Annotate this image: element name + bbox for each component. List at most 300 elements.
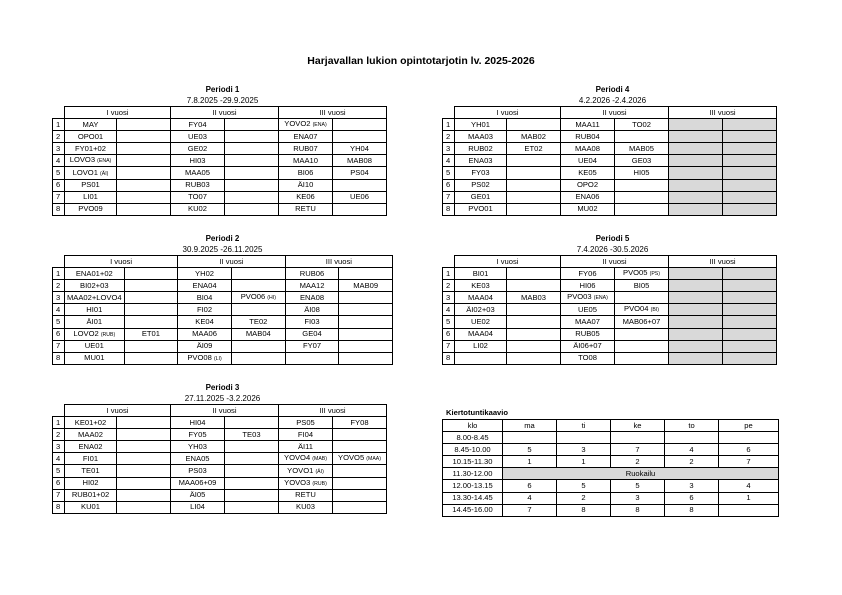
- course-cell: [507, 119, 561, 131]
- period-3-block: [52, 382, 393, 514]
- table-row: [53, 203, 387, 215]
- course-cell: [124, 340, 178, 352]
- course-cell: [117, 489, 171, 501]
- table-row: [53, 453, 387, 465]
- course-cell: PS05: [279, 417, 333, 429]
- course-cell: ENA04: [178, 280, 232, 292]
- rotation-title: Kiertotuntikaavio: [446, 408, 509, 417]
- course-cell: [124, 280, 178, 292]
- period-4-block: [442, 84, 783, 216]
- course-cell: [615, 203, 669, 215]
- course-cell: PVO04 (BI): [615, 304, 669, 316]
- course-cell: [333, 477, 387, 489]
- year-header: III vuosi: [669, 256, 777, 268]
- course-cell: [723, 131, 777, 143]
- course-cell: MAA11: [561, 119, 615, 131]
- course-cell: BI02+03: [64, 280, 124, 292]
- course-cell: [723, 179, 777, 191]
- course-cell: FY03: [455, 167, 507, 179]
- row-number: 1: [53, 268, 65, 280]
- table-row: [53, 179, 387, 191]
- period-number: 1: [557, 456, 611, 468]
- row-number: 1: [443, 119, 455, 131]
- course-cell: [669, 280, 723, 292]
- course-cell: [225, 417, 279, 429]
- course-cell: YH03: [171, 441, 225, 453]
- rotation-row: [443, 480, 779, 492]
- course-cell: MAA07: [561, 316, 615, 328]
- table-row: [443, 203, 777, 215]
- course-cell: [124, 304, 178, 316]
- course-cell: MAB09: [339, 280, 393, 292]
- course-cell: [507, 203, 561, 215]
- row-number: 3: [53, 441, 65, 453]
- course-cell: UE03: [171, 131, 225, 143]
- course-cell: [117, 429, 171, 441]
- year-header: I vuosi: [65, 107, 171, 119]
- row-number: 2: [53, 429, 65, 441]
- table-row: [53, 429, 387, 441]
- row-number: 4: [53, 155, 65, 167]
- course-cell: MU02: [561, 203, 615, 215]
- course-cell: [507, 155, 561, 167]
- course-cell: [117, 119, 171, 131]
- course-cell: ET01: [124, 328, 178, 340]
- row-number: 3: [443, 292, 455, 304]
- course-cell: [507, 167, 561, 179]
- course-cell: [723, 328, 777, 340]
- table-row: [53, 477, 387, 489]
- year-header: I vuosi: [455, 256, 561, 268]
- header-row: [53, 256, 393, 268]
- course-cell: [723, 316, 777, 328]
- course-cell: [723, 352, 777, 364]
- rotation-row: [443, 468, 779, 480]
- row-number: 6: [53, 179, 65, 191]
- course-cell: [723, 119, 777, 131]
- course-cell: LOVO2 (RUB): [64, 328, 124, 340]
- rotation-header: klo: [443, 420, 503, 432]
- course-cell: GE04: [285, 328, 339, 340]
- course-cell: ENA03: [455, 155, 507, 167]
- course-cell: PVO05 (PS): [615, 268, 669, 280]
- course-cell: LOVO3 (ENA): [65, 155, 117, 167]
- header-row: [53, 405, 387, 417]
- row-number: 3: [53, 143, 65, 155]
- course-cell: RUB06: [285, 268, 339, 280]
- row-number: 1: [443, 268, 455, 280]
- course-cell: [117, 131, 171, 143]
- course-cell: MAA03: [455, 131, 507, 143]
- course-cell: [507, 352, 561, 364]
- rotation-header: ti: [557, 420, 611, 432]
- course-cell: [117, 465, 171, 477]
- header-row: [443, 256, 777, 268]
- time-slot: 8.00-8.45: [443, 432, 503, 444]
- table-row: [53, 143, 387, 155]
- period-number: 6: [503, 480, 557, 492]
- course-cell: YH04: [333, 143, 387, 155]
- period-number: 6: [719, 444, 779, 456]
- course-cell: [225, 179, 279, 191]
- course-cell: MAA02+LOVO4: [64, 292, 124, 304]
- course-cell: ÄI01: [64, 316, 124, 328]
- period-number: 7: [611, 444, 665, 456]
- course-cell: ÄI11: [279, 441, 333, 453]
- year-header: II vuosi: [178, 256, 286, 268]
- row-number: 7: [443, 340, 455, 352]
- table-row: [443, 280, 777, 292]
- course-cell: HI01: [64, 304, 124, 316]
- period-number: 8: [557, 504, 611, 516]
- rotation-row: [443, 444, 779, 456]
- period-number: 2: [611, 456, 665, 468]
- course-cell: MAA10: [279, 155, 333, 167]
- course-cell: [669, 119, 723, 131]
- course-cell: UE02: [455, 316, 507, 328]
- period-table: [442, 255, 777, 365]
- course-cell: RUB02: [455, 143, 507, 155]
- course-cell: [669, 304, 723, 316]
- time-slot: 10.15-11.30: [443, 456, 503, 468]
- course-cell: [231, 268, 285, 280]
- table-row: [53, 191, 387, 203]
- row-number: 2: [53, 131, 65, 143]
- period-dates: 27.11.2025 -3.2.2026: [184, 394, 261, 403]
- course-cell: [333, 203, 387, 215]
- course-cell: YH01: [455, 119, 507, 131]
- course-cell: TO08: [561, 352, 615, 364]
- course-cell: RUB04: [561, 131, 615, 143]
- table-row: [443, 292, 777, 304]
- course-cell: FY04: [171, 119, 225, 131]
- row-number: 2: [443, 280, 455, 292]
- corner-cell: [53, 107, 65, 119]
- course-cell: [339, 340, 393, 352]
- table-row: [443, 304, 777, 316]
- period-1-block: [52, 84, 393, 216]
- course-cell: [507, 268, 561, 280]
- course-cell: [339, 316, 393, 328]
- course-cell: [615, 191, 669, 203]
- row-number: 4: [443, 304, 455, 316]
- course-cell: [225, 167, 279, 179]
- course-cell: [117, 417, 171, 429]
- rotation-header-row: [443, 420, 779, 432]
- course-cell: KU01: [65, 501, 117, 513]
- course-cell: PVO03 (ENA): [561, 292, 615, 304]
- row-number: 5: [443, 316, 455, 328]
- course-cell: LOVO1 (ÄI): [65, 167, 117, 179]
- course-cell: [117, 179, 171, 191]
- course-cell: FI02: [178, 304, 232, 316]
- period-number: 4: [719, 480, 779, 492]
- period-number: [503, 432, 557, 444]
- course-cell: RUB03: [171, 179, 225, 191]
- course-cell: [669, 328, 723, 340]
- course-cell: [225, 203, 279, 215]
- row-number: 8: [443, 352, 455, 364]
- row-number: 2: [443, 131, 455, 143]
- course-cell: MAA04: [455, 328, 507, 340]
- period-name: Periodi 4: [595, 85, 630, 94]
- course-cell: [669, 167, 723, 179]
- period-number: 3: [557, 444, 611, 456]
- course-cell: [333, 429, 387, 441]
- course-cell: PS04: [333, 167, 387, 179]
- course-cell: PS01: [65, 179, 117, 191]
- course-cell: [669, 268, 723, 280]
- rotation-header: pe: [719, 420, 779, 432]
- table-row: [443, 191, 777, 203]
- table-row: [443, 167, 777, 179]
- course-cell: [117, 143, 171, 155]
- period-number: 8: [611, 504, 665, 516]
- row-number: 8: [53, 501, 65, 513]
- period-number: 2: [665, 456, 719, 468]
- period-dates: 30.9.2025 -26.11.2025: [182, 245, 263, 254]
- corner-cell: [443, 256, 455, 268]
- table-row: [53, 316, 393, 328]
- time-slot: 13.30-14.45: [443, 492, 503, 504]
- table-row: [443, 340, 777, 352]
- course-cell: TO07: [171, 191, 225, 203]
- course-cell: HI02: [65, 477, 117, 489]
- course-cell: YOVO2 (ENA): [279, 119, 333, 131]
- course-cell: HI06: [561, 280, 615, 292]
- table-row: [53, 441, 387, 453]
- row-number: 7: [53, 489, 65, 501]
- table-row: [53, 304, 393, 316]
- course-cell: [231, 280, 285, 292]
- course-cell: TE01: [65, 465, 117, 477]
- rotation-row: [443, 504, 779, 516]
- course-cell: MAY: [65, 119, 117, 131]
- period-number: 7: [719, 456, 779, 468]
- course-cell: [669, 340, 723, 352]
- course-cell: ENA05: [171, 453, 225, 465]
- period-2-block: [52, 233, 393, 365]
- course-cell: MAA12: [285, 280, 339, 292]
- course-cell: MAB05: [615, 143, 669, 155]
- course-cell: MAA02: [65, 429, 117, 441]
- corner-cell: [443, 107, 455, 119]
- course-cell: [231, 340, 285, 352]
- course-cell: ENA02: [65, 441, 117, 453]
- course-cell: [339, 292, 393, 304]
- course-cell: [507, 328, 561, 340]
- period-name: Periodi 5: [595, 234, 630, 243]
- course-cell: HI04: [171, 417, 225, 429]
- year-header: I vuosi: [455, 107, 561, 119]
- course-cell: MU01: [64, 352, 124, 364]
- table-row: [443, 316, 777, 328]
- table-row: [443, 155, 777, 167]
- course-cell: FY06: [561, 268, 615, 280]
- course-cell: FY01+02: [65, 143, 117, 155]
- course-cell: ENA08: [285, 292, 339, 304]
- table-row: [53, 501, 387, 513]
- period-dates: 7.8.2025 -29.9.2025: [186, 96, 259, 105]
- row-number: 6: [53, 477, 65, 489]
- lunch-cell: Ruokailu: [503, 468, 779, 480]
- course-cell: ENA06: [561, 191, 615, 203]
- course-cell: FY05: [171, 429, 225, 441]
- period-number: [719, 504, 779, 516]
- row-number: 3: [443, 143, 455, 155]
- course-cell: [225, 477, 279, 489]
- course-cell: TE02: [231, 316, 285, 328]
- table-row: [443, 328, 777, 340]
- period-table: [442, 106, 777, 216]
- course-cell: MAB03: [507, 292, 561, 304]
- course-cell: [723, 268, 777, 280]
- course-cell: [339, 268, 393, 280]
- rotation-schedule: [442, 419, 779, 517]
- period-number: 2: [557, 492, 611, 504]
- course-cell: KE03: [455, 280, 507, 292]
- course-cell: [615, 328, 669, 340]
- course-cell: [669, 131, 723, 143]
- course-cell: [333, 441, 387, 453]
- course-cell: [225, 489, 279, 501]
- course-cell: [117, 167, 171, 179]
- course-cell: KE01+02: [65, 417, 117, 429]
- course-cell: MAA04: [455, 292, 507, 304]
- course-cell: UE06: [333, 191, 387, 203]
- row-number: 3: [53, 292, 65, 304]
- period-name: Periodi 1: [205, 85, 240, 94]
- course-cell: MAA06+09: [171, 477, 225, 489]
- course-cell: PVO08 (LI): [178, 352, 232, 364]
- course-cell: MAA05: [171, 167, 225, 179]
- course-cell: [124, 292, 178, 304]
- course-cell: RETU: [279, 203, 333, 215]
- course-cell: ÄI02+03: [455, 304, 507, 316]
- course-cell: ÄI08: [285, 304, 339, 316]
- period-number: 1: [719, 492, 779, 504]
- row-number: 7: [53, 340, 65, 352]
- course-cell: [615, 292, 669, 304]
- table-row: [443, 352, 777, 364]
- course-cell: [669, 143, 723, 155]
- rotation-header: to: [665, 420, 719, 432]
- period-number: [557, 432, 611, 444]
- course-cell: GE01: [455, 191, 507, 203]
- period-table: [52, 404, 387, 514]
- course-cell: YOVO1 (ÄI): [279, 465, 333, 477]
- rotation-row: [443, 456, 779, 468]
- course-cell: [117, 501, 171, 513]
- course-cell: [723, 280, 777, 292]
- course-cell: GE02: [171, 143, 225, 155]
- row-number: 4: [53, 453, 65, 465]
- year-header: III vuosi: [669, 107, 777, 119]
- course-cell: [669, 203, 723, 215]
- row-number: 1: [53, 417, 65, 429]
- course-cell: LI01: [65, 191, 117, 203]
- period-table: [52, 106, 387, 216]
- course-cell: [225, 119, 279, 131]
- course-cell: ENA01+02: [64, 268, 124, 280]
- course-cell: [507, 280, 561, 292]
- course-cell: YOVO4 (MAB): [279, 453, 333, 465]
- course-cell: PVO01: [455, 203, 507, 215]
- course-cell: [455, 352, 507, 364]
- course-cell: [669, 292, 723, 304]
- course-cell: ET02: [507, 143, 561, 155]
- row-number: 5: [53, 167, 65, 179]
- course-cell: FI01: [65, 453, 117, 465]
- course-cell: OPO01: [65, 131, 117, 143]
- period-number: [665, 432, 719, 444]
- course-cell: [723, 155, 777, 167]
- course-cell: [124, 352, 178, 364]
- course-cell: [615, 179, 669, 191]
- course-cell: KE06: [279, 191, 333, 203]
- course-cell: ÄI06+07: [561, 340, 615, 352]
- course-cell: [507, 340, 561, 352]
- table-row: [53, 292, 393, 304]
- course-cell: [333, 119, 387, 131]
- year-header: I vuosi: [64, 256, 177, 268]
- header-row: [443, 107, 777, 119]
- course-cell: PS03: [171, 465, 225, 477]
- period-dates: 4.2.2026 -2.4.2026: [578, 96, 647, 105]
- course-cell: [723, 340, 777, 352]
- course-cell: FI04: [279, 429, 333, 441]
- period-5-block: [442, 233, 783, 365]
- row-number: 5: [443, 167, 455, 179]
- course-cell: KE04: [178, 316, 232, 328]
- course-cell: KU02: [171, 203, 225, 215]
- course-cell: KU03: [279, 501, 333, 513]
- year-header: II vuosi: [561, 107, 669, 119]
- course-cell: [507, 179, 561, 191]
- rotation-table: [442, 419, 779, 517]
- course-cell: [507, 316, 561, 328]
- course-cell: LI02: [455, 340, 507, 352]
- year-header: II vuosi: [171, 405, 279, 417]
- year-header: III vuosi: [279, 405, 387, 417]
- year-header: I vuosi: [65, 405, 171, 417]
- course-cell: MAA08: [561, 143, 615, 155]
- year-header: III vuosi: [279, 107, 387, 119]
- table-row: [443, 179, 777, 191]
- table-row: [53, 352, 393, 364]
- course-cell: [225, 501, 279, 513]
- table-row: [53, 489, 387, 501]
- course-cell: UE01: [64, 340, 124, 352]
- period-name: Periodi 3: [205, 383, 240, 392]
- row-number: 6: [443, 179, 455, 191]
- course-cell: [339, 304, 393, 316]
- course-cell: RETU: [279, 489, 333, 501]
- row-number: 7: [53, 191, 65, 203]
- rotation-header: ke: [611, 420, 665, 432]
- course-cell: FY07: [285, 340, 339, 352]
- course-cell: BI01: [455, 268, 507, 280]
- period-number: 6: [665, 492, 719, 504]
- course-cell: [669, 155, 723, 167]
- table-row: [53, 328, 393, 340]
- course-cell: [507, 304, 561, 316]
- period-number: [611, 432, 665, 444]
- row-number: 8: [53, 352, 65, 364]
- period-number: [719, 432, 779, 444]
- course-cell: BI06: [279, 167, 333, 179]
- table-row: [53, 167, 387, 179]
